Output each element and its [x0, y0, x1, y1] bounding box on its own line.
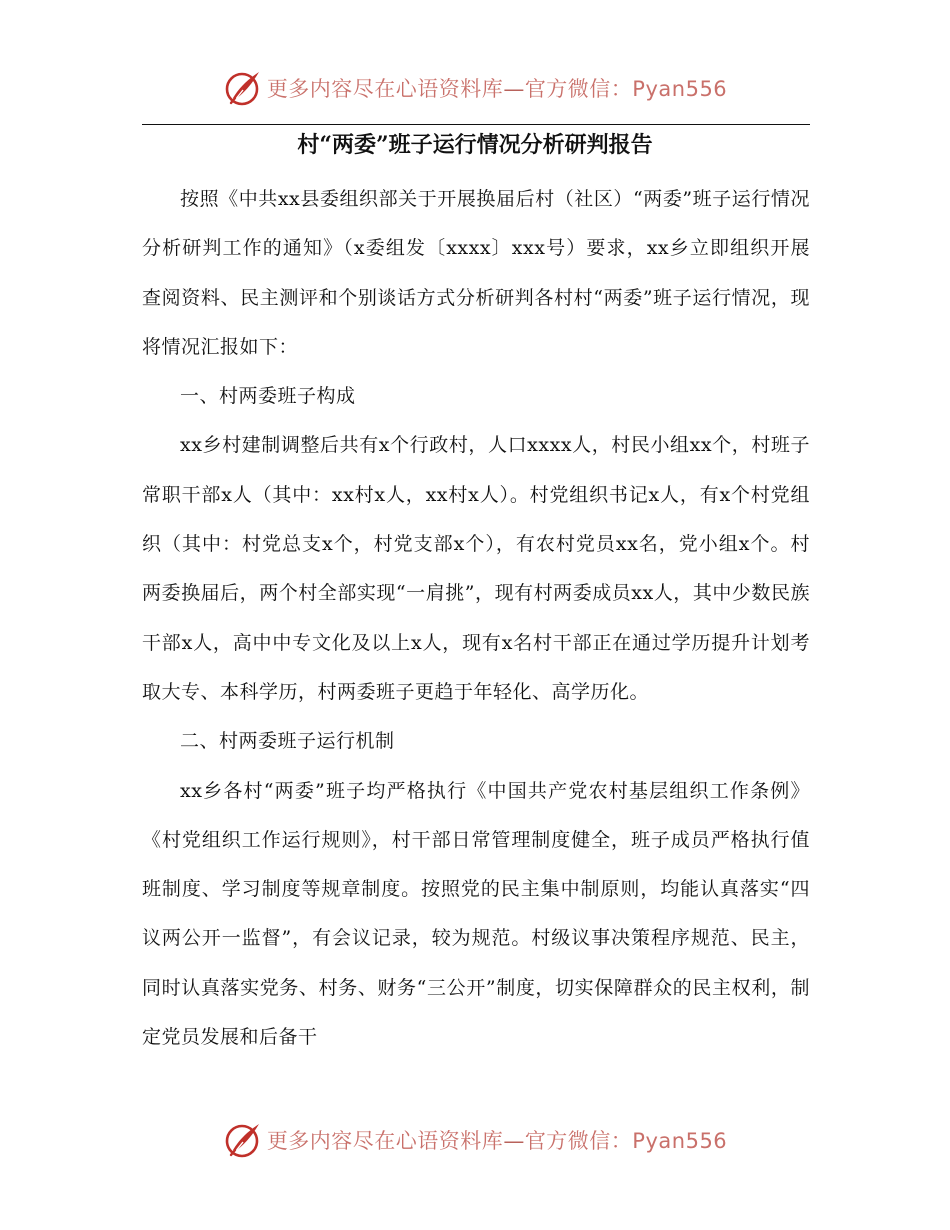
composition-paragraph: xx乡村建制调整后共有x个行政村，人口xxxx人，村民小组xx个，村班子常职干部x人（其中：xx村x人，xx村x人）。村党组织书记x人，有x个村党组织（其中：村党总支x个，村党支部x个），有农村党员xx名，党小组x个。村两委换届后，两个村全部实现“一肩挑”，现有村两委成员xx人，其中少数民族干部x人，高中中专文化及以上x人，现有x名村干部正在通过学历提升计划考取大专、本科学历，村两委班子更趋于年轻化、高学历化。 [142, 434, 810, 703]
mechanism-paragraph: xx乡各村“两委”班子均严格执行《中国共产党农村基层组织工作条例》《村党组织工作运行规则》，村干部日常管理制度健全，班子成员严格执行值班制度、学习制度等规章制度。按照党的民主集中制原则，均能认真落实“四议两公开一监督”，有会议记录，较为规范。村级议事决策程序规范、民主，同时认真落实党务、村务、财务“三公开”制度，切实保障群众的民主权利，制定党员发展和后备干 [142, 779, 810, 1049]
section-heading-composition: 一、村两委班子构成 [180, 385, 356, 408]
header-rule [142, 124, 810, 125]
banner-main-text: 更多内容尽在心语资料库 [266, 1129, 504, 1153]
section-heading-mechanism: 二、村两委班子运行机制 [180, 730, 395, 753]
banner-main-text: 更多内容尽在心语资料库 [266, 77, 504, 101]
document-body [142, 175, 810, 1062]
feather-pen-logo-icon [223, 1120, 263, 1160]
intro-paragraph: 按照《中共xx县委组织部关于开展换届后村（社区）“两委”班子运行情况分析研判工作的通知》（x委组发〔xxxx〕xxx号）要求，xx乡立即组织开展查阅资料、民主测评和个别谈话方式分析研判各村村“两委”班子运行情况，现将情况汇报如下： [142, 188, 810, 358]
feather-pen-logo-icon [223, 68, 263, 108]
banner-text [267, 73, 727, 103]
header-watermark-banner [0, 66, 950, 110]
banner-wechat-text: 官方微信：Pyan556 [524, 1129, 728, 1153]
banner-text [267, 1125, 727, 1155]
banner-separator: — [503, 77, 525, 101]
banner-wechat-text: 官方微信：Pyan556 [524, 77, 728, 101]
document-title: 村“两委”班子运行情况分析研判报告 [297, 132, 653, 158]
footer-watermark-banner [0, 1118, 950, 1162]
banner-separator: — [503, 1129, 525, 1153]
